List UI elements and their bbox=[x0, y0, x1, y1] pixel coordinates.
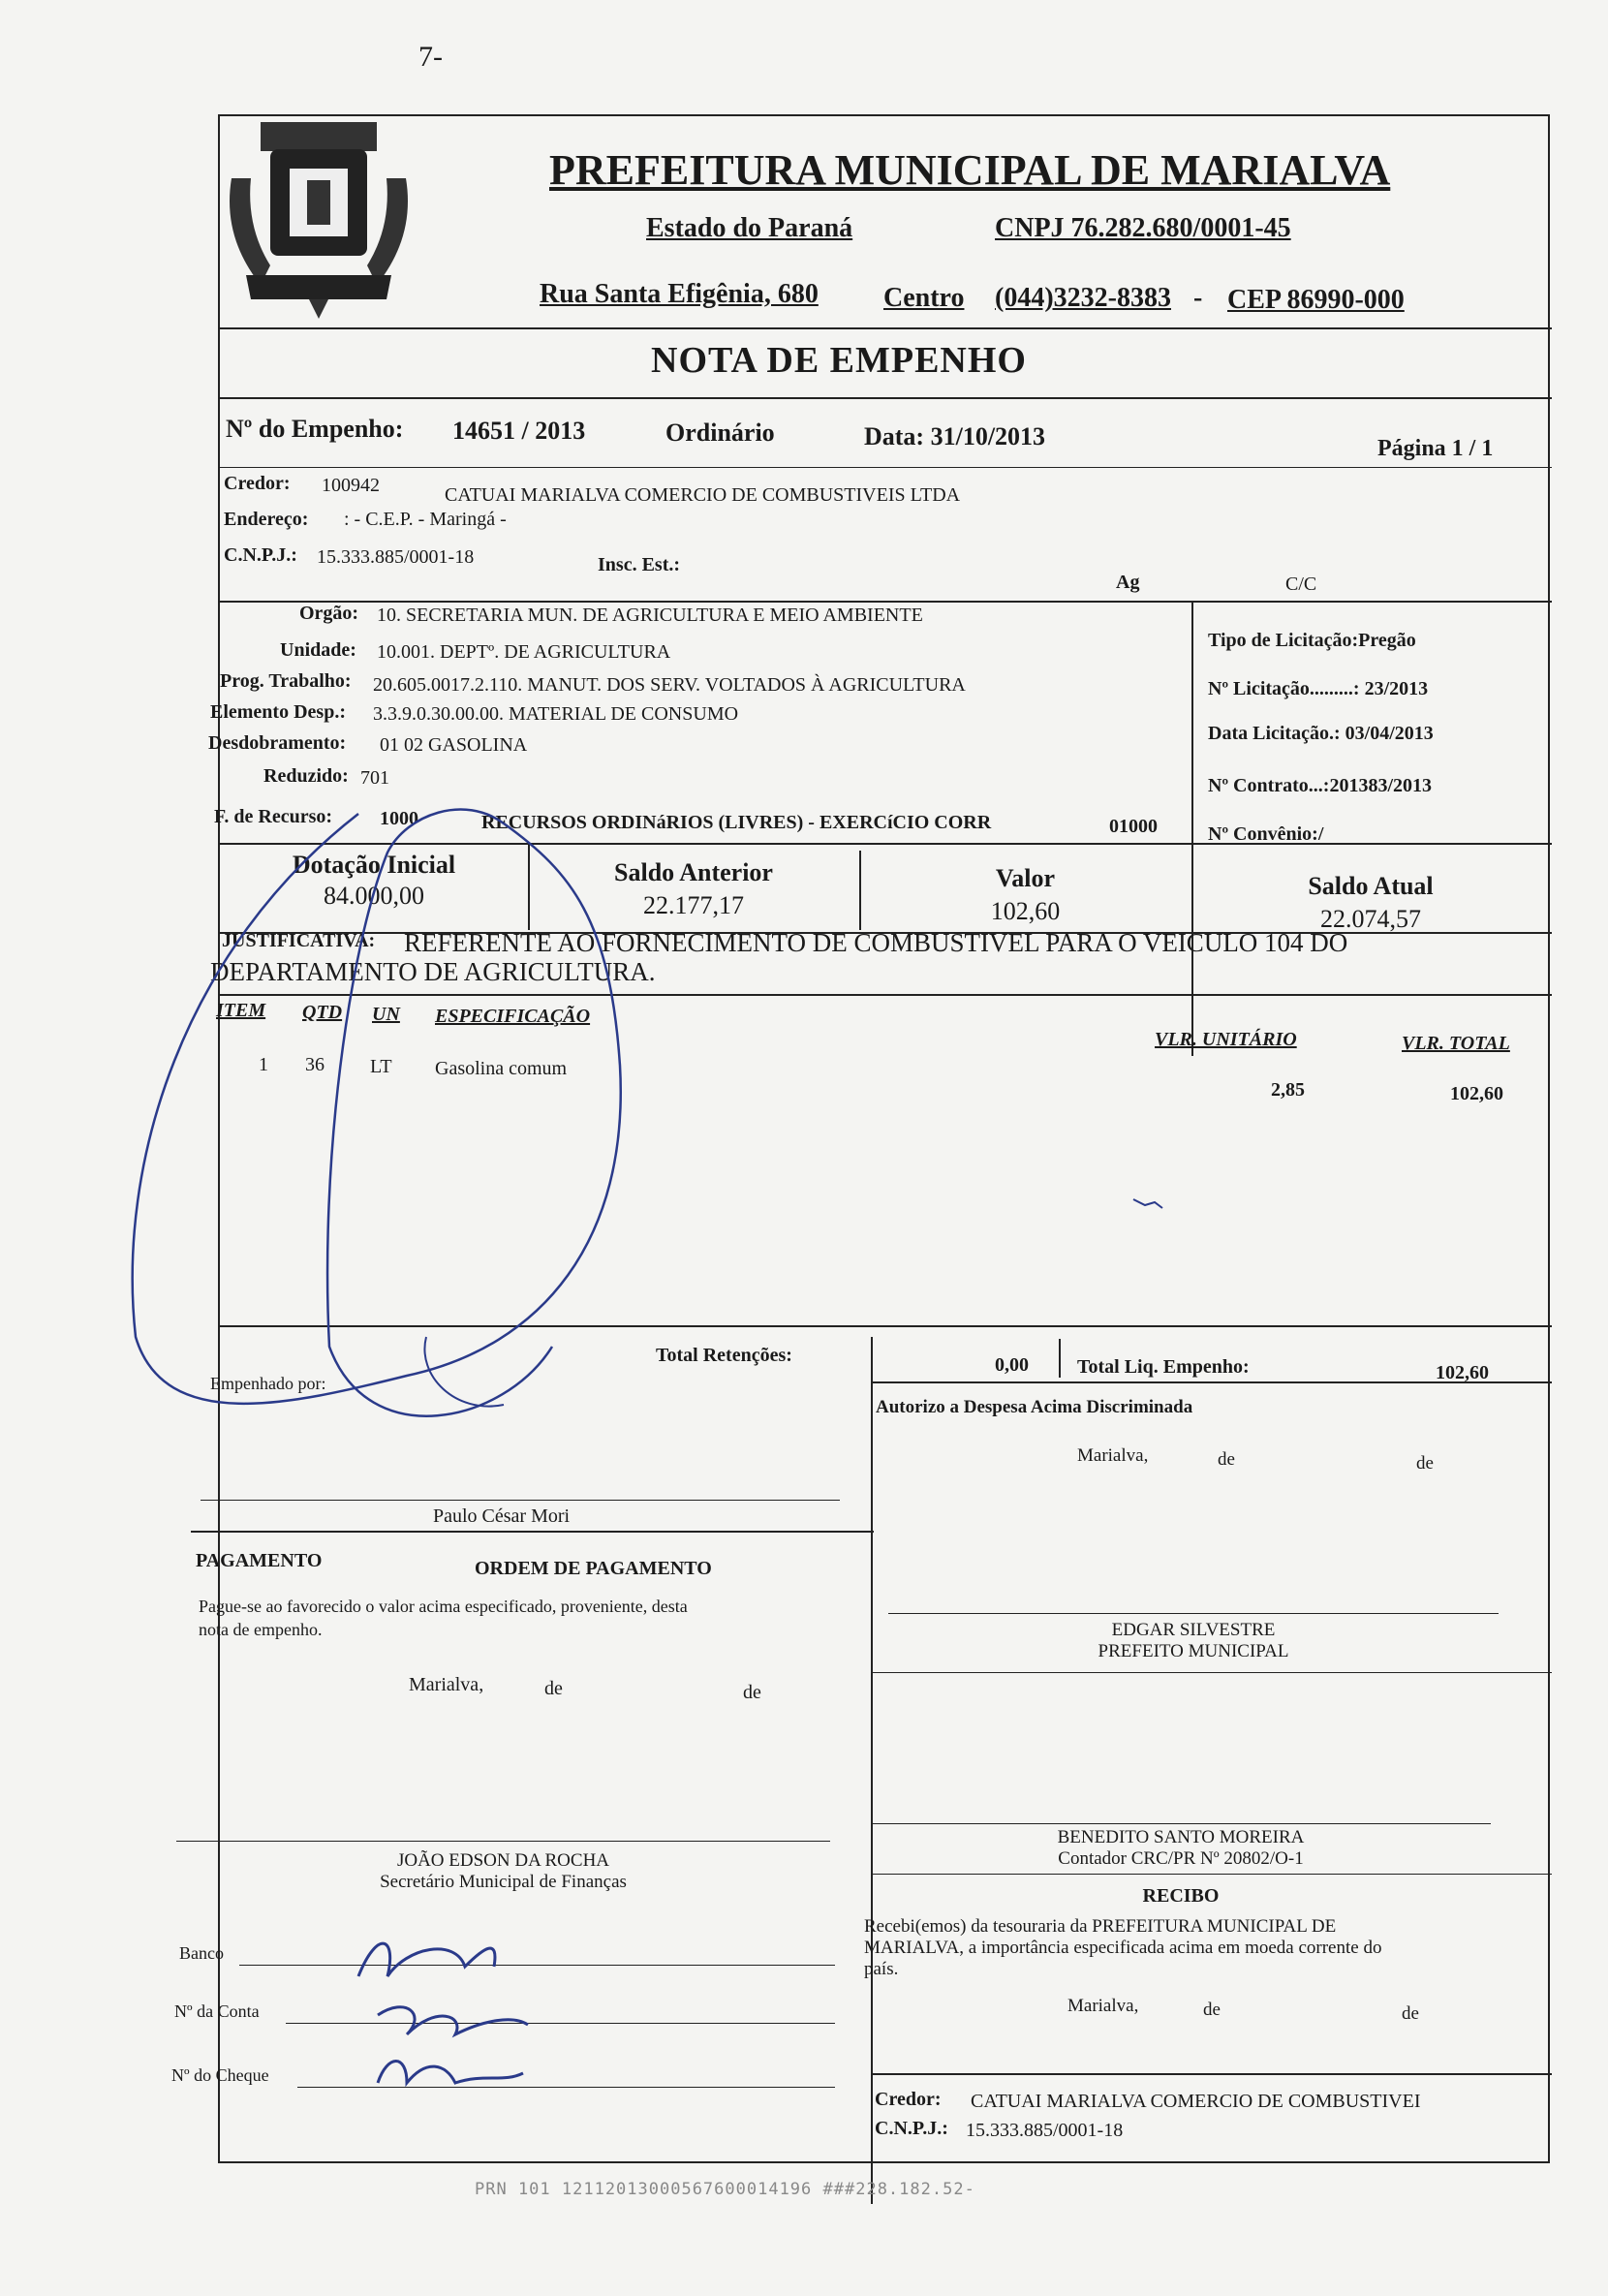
address-neighborhood: Centro bbox=[883, 283, 965, 313]
numero-contrato: Nº Contrato...:201383/2013 bbox=[1208, 775, 1433, 796]
col-header-un: UN bbox=[372, 1004, 400, 1025]
tipo-licitacao: Tipo de Licitação:Pregão bbox=[1208, 630, 1416, 651]
footer-print-code: PRN 101 12112013000567600014196 ###228.182.52- bbox=[475, 2180, 975, 2199]
saldo-atual-value: 22.074,57 bbox=[1320, 905, 1421, 933]
col-header-total: VLR. TOTAL bbox=[1402, 1033, 1510, 1054]
page-number: Página 1 / 1 bbox=[1377, 436, 1494, 461]
orgao-label: Orgão: bbox=[299, 603, 359, 624]
footer-credor-name: CATUAI MARIALVA COMERCIO DE COMBUSTIVEI bbox=[971, 2091, 1421, 2112]
total-liquido-label: Total Liq. Empenho: bbox=[1077, 1356, 1250, 1378]
total-retencoes-value: 0,00 bbox=[995, 1354, 1029, 1376]
saldo-anterior-value: 22.177,17 bbox=[643, 891, 744, 919]
credor-label: Credor: bbox=[224, 473, 291, 494]
autorizo-de-1: de bbox=[1218, 1449, 1235, 1470]
empenho-number: 14651 / 2013 bbox=[452, 417, 586, 445]
endereco-value: : - C.E.P. - Maringá - bbox=[344, 509, 507, 530]
recibo-line3: país. bbox=[864, 1959, 899, 1979]
recurso-label: F. de Recurso: bbox=[214, 806, 333, 827]
col-header-spec: ESPECIFICAÇÃO bbox=[435, 1006, 591, 1027]
data-licitacao: Data Licitação.: 03/04/2013 bbox=[1208, 723, 1434, 744]
unidade-label: Unidade: bbox=[280, 639, 356, 661]
total-liquido-value: 102,60 bbox=[1436, 1362, 1489, 1383]
credor-name: CATUAI MARIALVA COMERCIO DE COMBUSTIVEIS LTDA bbox=[445, 484, 961, 506]
row-item: 1 bbox=[259, 1054, 268, 1075]
prefeito-name: EDGAR SILVESTRE bbox=[1111, 1620, 1276, 1640]
prefeitura-title: PREFEITURA MUNICIPAL DE MARIALVA bbox=[549, 146, 1391, 194]
address-cep: CEP 86990-000 bbox=[1227, 285, 1405, 315]
numero-licitacao: Nº Licitação.........: 23/2013 bbox=[1208, 678, 1429, 699]
footer-credor-label: Credor: bbox=[875, 2089, 942, 2110]
justificativa-label: JUSTIFICATIVA: bbox=[222, 930, 376, 951]
pague-se-line2: nota de empenho. bbox=[199, 1620, 323, 1639]
contador-name: BENEDITO SANTO MOREIRA bbox=[1057, 1827, 1305, 1847]
pagamento-de-1: de bbox=[544, 1678, 563, 1699]
justificativa-line2: DEPARTAMENTO DE AGRICULTURA. bbox=[210, 957, 656, 986]
row-spec: Gasolina comum bbox=[435, 1058, 568, 1079]
top-mark: 7- bbox=[418, 41, 443, 73]
recibo-de-2: de bbox=[1402, 2003, 1419, 2024]
numero-convenio: Nº Convênio:/ bbox=[1208, 823, 1324, 845]
numero-cheque-label: Nº do Cheque bbox=[171, 2065, 269, 2085]
recibo-line1: Recebi(emos) da tesouraria da PREFEITURA MUNICIPAL DE bbox=[864, 1916, 1337, 1937]
recurso-description: RECURSOS ORDINáRIOS (LIVRES) - EXERCíCIO CORR bbox=[481, 812, 992, 833]
cnpj-prefeitura: CNPJ 76.282.680/0001-45 bbox=[995, 213, 1291, 243]
autorizo-label: Autorizo a Despesa Acima Discriminada bbox=[876, 1397, 1193, 1417]
total-retencoes-label: Total Retenções: bbox=[656, 1345, 792, 1366]
footer-cnpj-label: C.N.P.J.: bbox=[875, 2118, 948, 2139]
saldo-atual-label: Saldo Atual bbox=[1308, 872, 1434, 900]
empenho-number-label: Nº do Empenho: bbox=[226, 415, 404, 443]
orgao-value: 10. SECRETARIA MUN. DE AGRICULTURA E MEIO AMBIENTE bbox=[377, 605, 923, 626]
saldo-anterior-label: Saldo Anterior bbox=[614, 858, 773, 886]
valor-label: Valor bbox=[995, 864, 1056, 892]
secretario-name: JOÃO EDSON DA ROCHA bbox=[396, 1850, 610, 1871]
unidade-value: 10.001. DEPTº. DE AGRICULTURA bbox=[377, 641, 671, 663]
recibo-title: RECIBO bbox=[1142, 1885, 1220, 1907]
pagamento-marialva: Marialva, bbox=[409, 1674, 484, 1695]
contador-title: Contador CRC/PR Nº 20802/O-1 bbox=[1058, 1848, 1304, 1869]
conta-corrente-label: C/C bbox=[1285, 574, 1317, 595]
autorizo-de-2: de bbox=[1416, 1453, 1434, 1474]
empenhado-por-label: Empenhado por: bbox=[210, 1374, 326, 1393]
credor-code: 100942 bbox=[322, 475, 380, 496]
address-dash: - bbox=[1193, 283, 1203, 313]
prog-trabalho-value: 20.605.0017.2.110. MANUT. DOS SERV. VOLTADOS À AGRICULTURA bbox=[373, 674, 966, 696]
endereco-label: Endereço: bbox=[224, 509, 309, 530]
agencia-label: Ag bbox=[1116, 572, 1140, 593]
dotacao-inicial-value: 84.000,00 bbox=[324, 882, 424, 910]
estado-label: Estado do Paraná bbox=[646, 213, 853, 243]
row-total: 102,60 bbox=[1450, 1083, 1503, 1104]
recibo-marialva: Marialva, bbox=[1067, 1996, 1139, 2016]
autorizo-marialva: Marialva, bbox=[1077, 1445, 1149, 1466]
col-header-qtd: QTD bbox=[302, 1002, 343, 1023]
secretario-title: Secretário Municipal de Finanças bbox=[380, 1872, 627, 1892]
prefeito-title: PREFEITO MUNICIPAL bbox=[1098, 1641, 1289, 1661]
credor-cnpj: 15.333.885/0001-18 bbox=[317, 546, 475, 568]
ordem-pagamento-label: ORDEM DE PAGAMENTO bbox=[475, 1558, 712, 1579]
empenho-date: Data: 31/10/2013 bbox=[864, 422, 1046, 450]
recibo-line2: MARIALVA, a importância especificada acima em moeda corrente do bbox=[864, 1938, 1382, 1958]
desdobramento-label: Desdobramento: bbox=[208, 732, 347, 754]
footer-cnpj: 15.333.885/0001-18 bbox=[966, 2120, 1124, 2141]
justificativa-line1: REFERENTE AO FORNECIMENTO DE COMBUSTIVEL PARA O VEICULO 104 DO bbox=[404, 928, 1348, 957]
recibo-de-1: de bbox=[1203, 2000, 1221, 2020]
numero-conta-label: Nº da Conta bbox=[174, 2001, 260, 2021]
reduzido-value: 701 bbox=[360, 767, 389, 789]
row-qtd: 36 bbox=[305, 1054, 325, 1075]
col-header-item: ITEM bbox=[216, 1000, 266, 1021]
document-title: NOTA DE EMPENHO bbox=[651, 340, 1027, 381]
elemento-value: 3.3.9.0.30.00.00. MATERIAL DE CONSUMO bbox=[373, 703, 739, 725]
address-street: Rua Santa Efigênia, 680 bbox=[540, 279, 819, 309]
prog-trabalho-label: Prog. Trabalho: bbox=[220, 670, 352, 692]
row-unit-price: 2,85 bbox=[1271, 1079, 1305, 1101]
pagamento-de-2: de bbox=[743, 1682, 761, 1703]
pagamento-label: PAGAMENTO bbox=[196, 1550, 323, 1571]
insc-est-label: Insc. Est.: bbox=[598, 554, 681, 575]
banco-label: Banco bbox=[179, 1943, 224, 1963]
reduzido-label: Reduzido: bbox=[263, 765, 349, 787]
valor-value: 102,60 bbox=[990, 897, 1061, 925]
row-un: LT bbox=[370, 1056, 392, 1077]
pague-se-line1: Pague-se ao favorecido o valor acima especificado, proveniente, desta bbox=[199, 1597, 688, 1616]
col-header-unit-price: VLR. UNITÁRIO bbox=[1155, 1029, 1297, 1050]
address-phone: (044)3232-8383 bbox=[995, 283, 1171, 313]
empenhado-por-name: Paulo César Mori bbox=[433, 1505, 571, 1527]
dotacao-inicial-label: Dotação Inicial bbox=[292, 851, 456, 879]
empenho-type: Ordinário bbox=[665, 419, 775, 447]
recurso-value: 1000 bbox=[380, 808, 418, 829]
cnpj-label: C.N.P.J.: bbox=[224, 544, 297, 566]
desdobramento-value: 01 02 GASOLINA bbox=[380, 734, 528, 756]
recurso-code: 01000 bbox=[1109, 816, 1158, 837]
elemento-label: Elemento Desp.: bbox=[210, 701, 346, 723]
